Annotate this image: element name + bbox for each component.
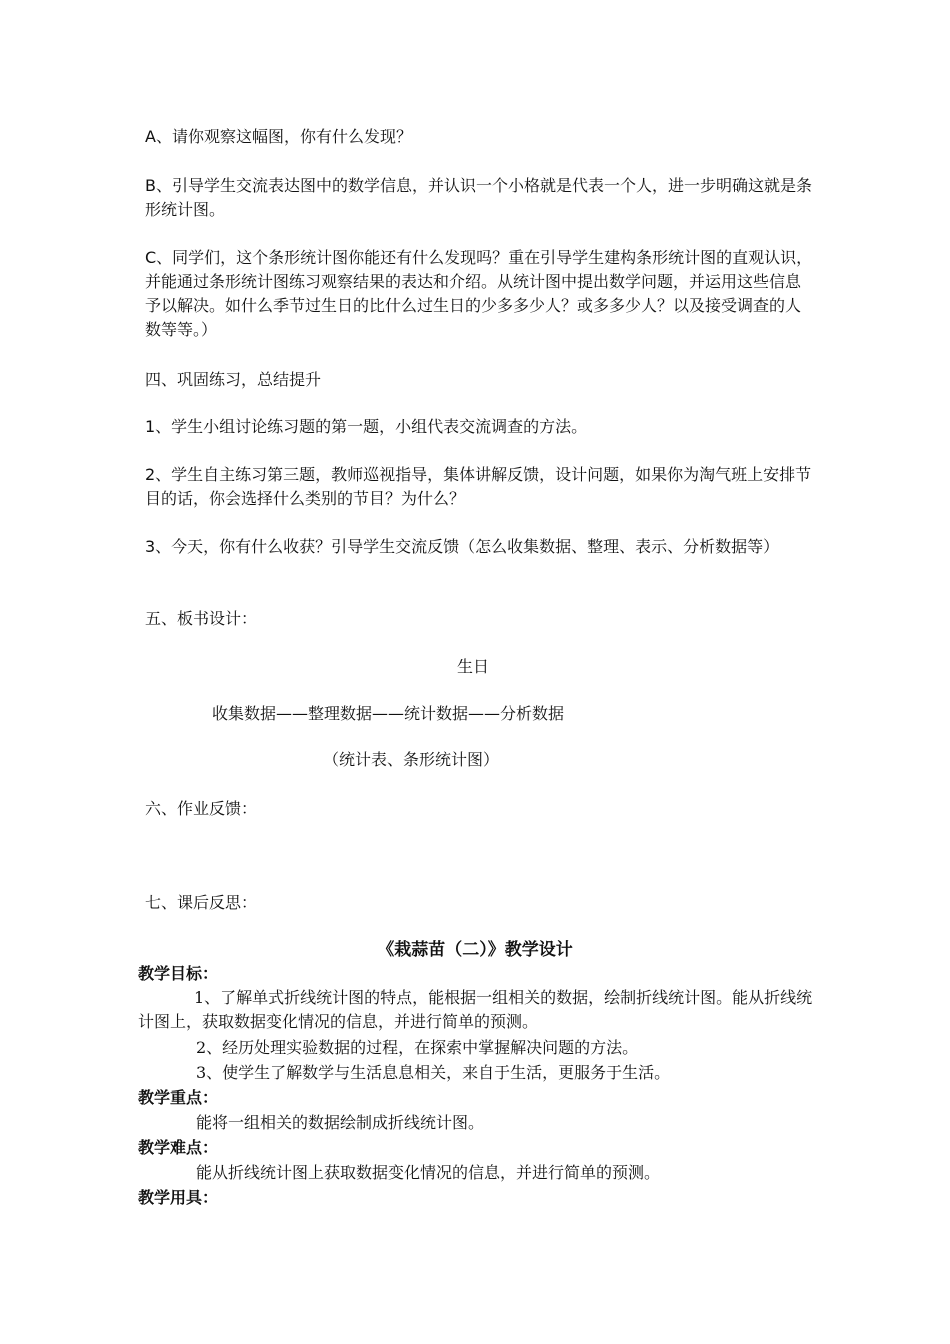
paragraph-b: B、引导学生交流表达图中的数学信息，并认识一个小格就是代表一个人，进一步明确这就是条形统计图。 — [145, 176, 812, 219]
paragraph-a: A、请你观察这幅图，你有什么发现？ — [145, 127, 412, 146]
goal-2: 2、经历处理实验数据的过程，在探索中掌握解决问题的方法。 — [196, 1038, 639, 1057]
tools-heading: 教学用具： — [138, 1188, 219, 1207]
goals-heading: 教学目标： — [138, 964, 219, 983]
exercise-2: 2、学生自主练习第三题，教师巡视指导，集体讲解反馈，设计问题，如果你为淘气班上安排节目的话，你会选择什么类别的节目？为什么？ — [145, 465, 812, 508]
board-flow: 收集数据——整理数据——统计数据——分析数据 — [212, 704, 565, 723]
goal-3: 3、使学生了解数学与生活息息相关，来自于生活，更服务于生活。 — [196, 1063, 671, 1082]
heading-four: 四、巩固练习，总结提升 — [145, 370, 322, 389]
difficulty-heading: 教学难点： — [138, 1138, 219, 1157]
exercise-1: 1、学生小组讨论练习题的第一题，小组代表交流调查的方法。 — [145, 417, 588, 436]
key-point-text: 能将一组相关的数据绘制成折线统计图。 — [196, 1113, 485, 1132]
board-title: 生日 — [457, 657, 490, 676]
key-point-heading: 教学重点： — [138, 1088, 219, 1107]
heading-seven: 七、课后反思： — [145, 893, 258, 912]
goal-1: 1、了解单式折线统计图的特点，能根据一组相关的数据，绘制折线统计图。能从折线统计图上，获取数据变化情况的信息，并进行简单的预测。 — [138, 988, 813, 1031]
board-note: （统计表、条形统计图） — [323, 750, 500, 769]
exercise-3: 3、今天，你有什么收获？引导学生交流反馈（怎么收集数据、整理、表示、分析数据等） — [145, 537, 780, 556]
heading-five: 五、板书设计： — [145, 609, 258, 628]
difficulty-text: 能从折线统计图上获取数据变化情况的信息，并进行简单的预测。 — [196, 1163, 661, 1182]
paragraph-c: C、同学们，这个条形统计图你能还有什么发现吗？重在引导学生建构条形统计图的直观认识，并能通过条形统计图练习观察结果的表达和介绍。从统计图中提出数学问题，并运用这些信息予以解决。如什么季节过生日的比什么过生日的少多多少人？或多多少人？以及接受调查的人数等等。） — [145, 248, 813, 339]
lesson-title: 《栽蒜苗（二）》教学设计 — [377, 940, 573, 960]
heading-six: 六、作业反馈： — [145, 799, 258, 818]
